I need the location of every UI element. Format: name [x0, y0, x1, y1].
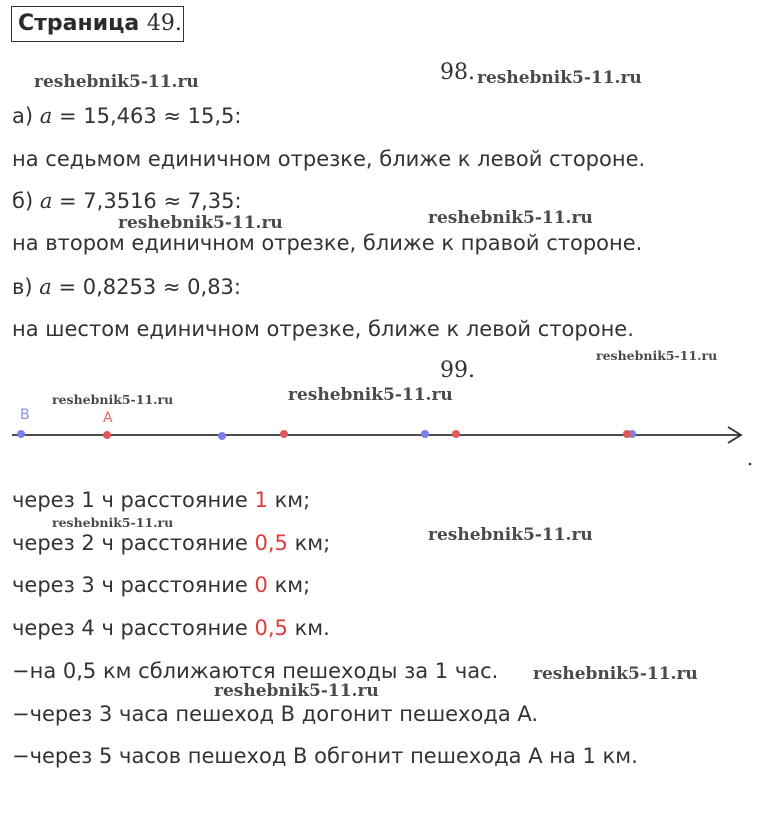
problem-99-number: 99.: [440, 358, 475, 383]
watermark: reshebnik5-11.ru: [477, 68, 642, 88]
page-header-prefix: Страница: [18, 11, 147, 36]
watermark: reshebnik5-11.ru: [428, 525, 593, 545]
point-a-2h: [452, 430, 460, 438]
point-b-1h: [218, 432, 226, 440]
problem-98-item-a: а) a = 15,463 ≈ 15,5:: [12, 104, 242, 128]
problem-98-item-c: в) a = 0,8253 ≈ 0,83:: [12, 275, 241, 299]
page-header: [11, 6, 184, 42]
point-label-b: B: [20, 407, 30, 423]
watermark: reshebnik5-11.ru: [596, 348, 718, 363]
watermark: reshebnik5-11.ru: [214, 681, 379, 701]
problem-98-number: 98.: [440, 60, 475, 85]
point-b-2h: [421, 430, 429, 438]
conclusion-3: −через 5 часов пешеход B обгонит пешехода A на 1 км.: [12, 744, 638, 768]
distance-3h: через 3 ч расстояние 0 км;: [12, 573, 311, 597]
watermark: reshebnik5-11.ru: [288, 385, 453, 405]
distance-4h: через 4 ч расстояние 0,5 км.: [12, 616, 330, 640]
watermark: reshebnik5-11.ru: [118, 213, 283, 233]
watermark: reshebnik5-11.ru: [52, 392, 174, 407]
conclusion-1: −на 0,5 км сближаются пешеходы за 1 час.: [12, 659, 499, 683]
watermark: reshebnik5-11.ru: [34, 72, 199, 92]
point-a-1h: [280, 430, 288, 438]
number-line: [0, 420, 763, 470]
distance-1h: через 1 ч расстояние 1 км;: [12, 488, 311, 512]
watermark: reshebnik5-11.ru: [533, 664, 698, 684]
distance-2h: через 2 ч расстояние 0,5 км;: [12, 531, 331, 555]
watermark: reshebnik5-11.ru: [52, 515, 174, 530]
point-a-3h: [623, 430, 631, 438]
point-label-a: A: [103, 410, 113, 426]
problem-98-answer-b: на втором единичном отрезке, ближе к правой стороне.: [12, 231, 643, 255]
page-number: 49.: [146, 11, 182, 36]
point-a-start: [103, 431, 111, 439]
problem-98-answer-c: на шестом единичном отрезке, ближе к левой стороне.: [12, 317, 634, 341]
conclusion-2: −через 3 часа пешеход B догонит пешехода A.: [12, 702, 539, 726]
stray-dot: [749, 463, 752, 466]
point-b-start: [17, 430, 25, 438]
problem-98-answer-a: на седьмом единичном отрезке, ближе к левой стороне.: [12, 147, 646, 171]
problem-98-item-b: б) a = 7,3516 ≈ 7,35:: [12, 189, 242, 213]
watermark: reshebnik5-11.ru: [428, 208, 593, 228]
